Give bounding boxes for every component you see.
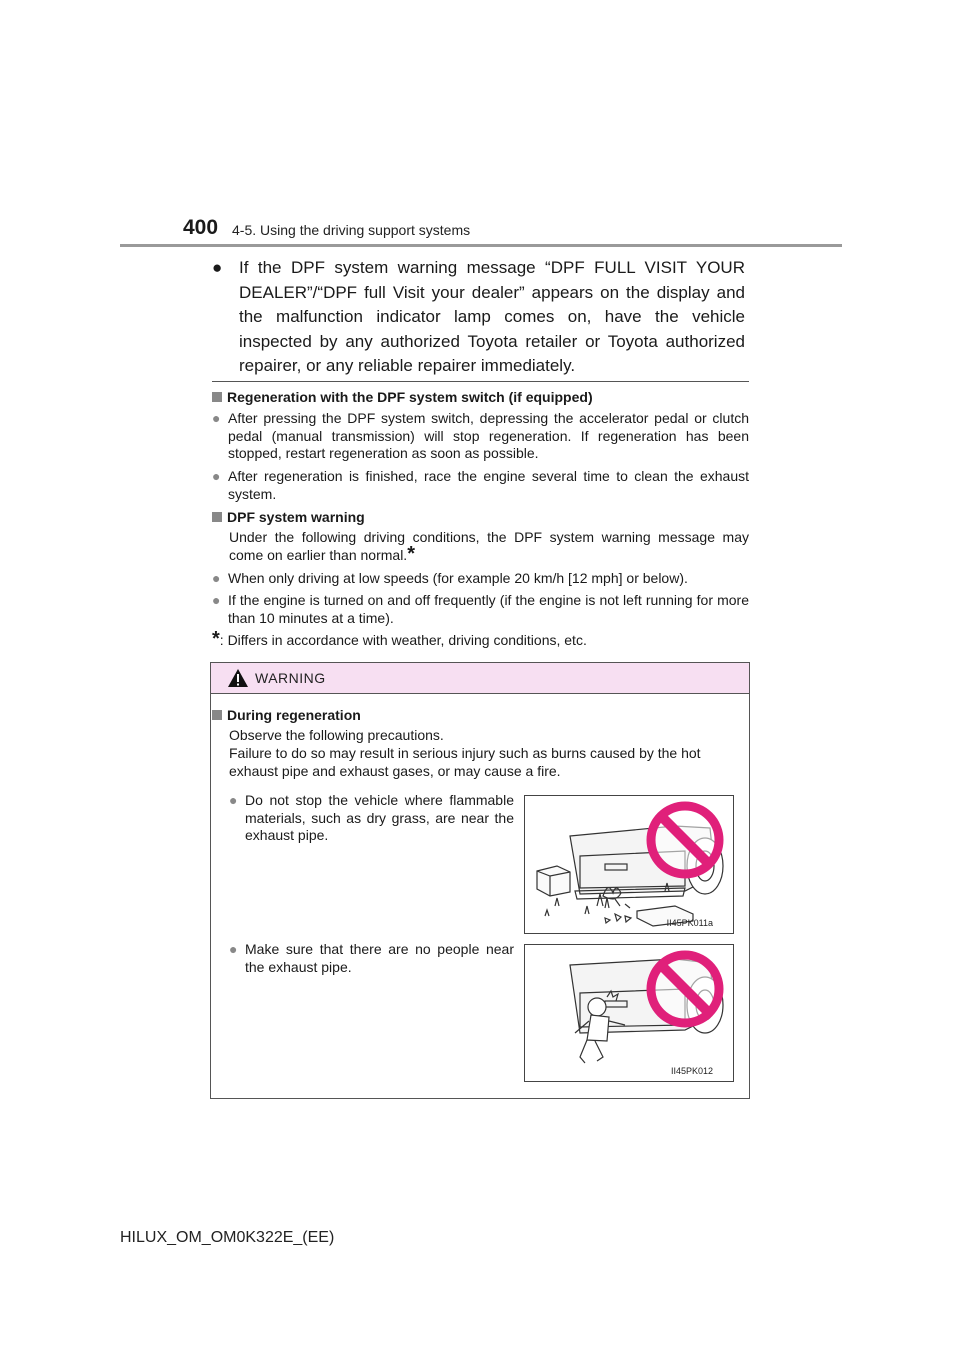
warning-bar: [211, 663, 749, 694]
prohibition-icon: [645, 949, 725, 1029]
warning-triangle-icon: [227, 668, 249, 688]
header-rule: [120, 244, 842, 247]
warning-line-1: Observe the following precautions.: [229, 727, 444, 743]
bullet-dot: ●: [212, 410, 221, 426]
illustration-people-near-exhaust: [524, 944, 734, 1082]
main-bullet: [212, 256, 745, 379]
warning-item-1: ● Do not stop the vehicle where flammable materials, such as dry grass, are near the exhaust pipe.: [229, 792, 514, 843]
warning-item-2: ● Make sure that there are no people near the exhaust pipe.: [229, 941, 514, 975]
bullet-dot: ●: [229, 941, 238, 957]
main-bullet-text: If the DPF system warning message “DPF FULL VISIT YOUR DEALER”/“DPF full Visit your dealer” appears on the display and the malfunction indicator lamp comes on, have the vehicle inspected by any authorized Toyota retailer or Toyota authorized repairer, or any reliable repairer immediately.: [239, 258, 745, 375]
dpf-warning-heading: DPF system warning: [212, 509, 365, 527]
warning-line-2: Failure to do so may result in serious injury such as burns caused by the hot exhaust pipe and exhaust gases, or may cause a fire.: [229, 745, 701, 779]
illustration-flammable-materials: [524, 795, 734, 934]
bullet-dot: ●: [229, 792, 238, 808]
square-bullet-icon: [212, 512, 222, 522]
warning-label: WARNING: [255, 670, 326, 686]
warning-heading: During regeneration: [212, 707, 361, 725]
square-bullet-icon: [212, 392, 222, 402]
bullet-dot: ●: [212, 570, 221, 586]
section-title: 4-5. Using the driving support systems: [232, 222, 471, 238]
regeneration-bullet-2: ● After regeneration is finished, race the engine several time to clean the exhaust system.: [212, 468, 749, 502]
dpf-warning-intro: Under the following driving conditions, the DPF system warning message may come on earlier than normal.*: [229, 529, 749, 565]
regeneration-heading: Regeneration with the DPF system switch (if equipped): [212, 389, 593, 407]
prohibition-icon: [645, 800, 725, 880]
page-number: 400: [183, 216, 219, 239]
regeneration-bullet-1: ● After pressing the DPF system switch, depressing the accelerator pedal or clutch pedal (manual transmission) will stop regeneration. If regeneration has been stopped, restart regeneration as soon as possible.: [212, 410, 749, 461]
footnote: *: Differs in accordance with weather, driving conditions, etc.: [212, 628, 587, 650]
image-code: II45PK011a: [666, 918, 713, 928]
square-bullet-icon: [212, 710, 222, 720]
asterisk-mark: *: [407, 542, 415, 565]
footnote-asterisk: *: [212, 628, 220, 650]
section-rule: [212, 381, 749, 382]
image-code: II45PK012: [670, 1066, 713, 1076]
bullet-dot: ●: [212, 592, 221, 608]
dpf-warning-bullet-2: ● If the engine is turned on and off frequently (if the engine is not left running for more than 10 minutes at a time).: [212, 592, 749, 626]
document-id: HILUX_OM_OM0K322E_(EE): [120, 1229, 335, 1246]
bullet-dot: ●: [212, 468, 221, 484]
bullet-dot: ●: [212, 258, 223, 277]
dpf-warning-bullet-1: ● When only driving at low speeds (for example 20 km/h [12 mph] or below).: [212, 570, 688, 586]
